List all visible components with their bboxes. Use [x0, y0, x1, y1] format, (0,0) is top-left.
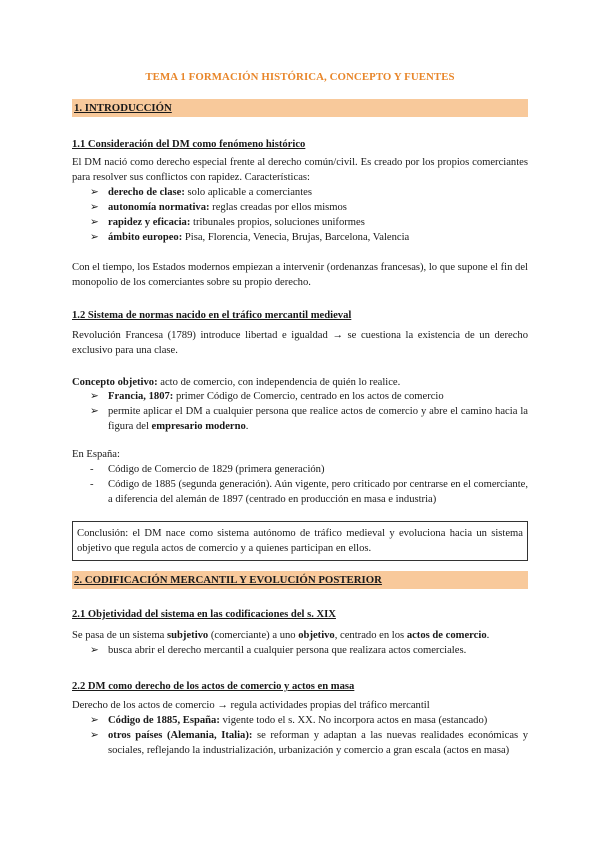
- paragraph-intro: El DM nació como derecho especial frente al derecho común/civil. Es creado por los propios comerciantes para resolver sus conflictos con rapidez. Características:: [72, 157, 528, 183]
- list-item: [90, 404, 528, 434]
- list-item: [90, 389, 528, 404]
- bullet-text: solo aplicable a comerciantes: [184, 187, 312, 198]
- bullet-text: vigente todo el s. XX. No incorpora actos en masa (estancado): [219, 715, 488, 726]
- arrow-bullet-icon: ➢: [90, 730, 99, 741]
- list-item: [90, 230, 528, 245]
- bullet-text: busca abrir el derecho mercantil a cualquier persona que realizara actos comerciales.: [108, 645, 467, 656]
- concept-term: Concepto objetivo:: [72, 377, 158, 388]
- arrow-bullet-icon: ➢: [90, 391, 99, 402]
- list-item: [90, 185, 528, 200]
- bullet-term: derecho de clase:: [108, 187, 185, 198]
- spain-label: En España:: [72, 449, 120, 460]
- bullet-text: se reforman y adaptan a las nuevas realidades económicas y sociales, reflejando la industrialización, urbanización y comercio a gran escala (actos en masa): [108, 730, 528, 756]
- arrow-bullet-icon: ➢: [90, 715, 99, 726]
- spain-item-text: Código de 1885 (segunda generación). Aún vigente, pero criticado por centrarse en el comerciante, a diferencia del alemán de 1897 (centrado en producción en masa e industria): [108, 479, 528, 505]
- paragraph-concepto-objetivo: [72, 375, 528, 390]
- arrow-bullet-icon: ➢: [90, 645, 99, 656]
- section-heading-codificacion: 2. CODIFICACIÓN MERCANTIL Y EVOLUCIÓN POSTERIOR: [72, 571, 528, 589]
- bullet-term: ámbito europeo:: [108, 232, 183, 243]
- list-item: [90, 713, 528, 728]
- bullet-term: empresario moderno: [151, 421, 246, 432]
- bullet-term: otros países (Alemania, Italia):: [108, 730, 253, 741]
- arrow-bullet-icon: ➢: [90, 406, 99, 417]
- bullet-text: permite aplicar el DM a cualquier persona que realice actos de comercio y abre el camino hacia la figura del: [108, 406, 528, 432]
- arrow-bullet-icon: ➢: [90, 202, 99, 213]
- dash-bullet-icon: -: [90, 464, 94, 475]
- dash-bullet-icon: -: [90, 479, 94, 490]
- document-title: TEMA 1 FORMACIÓN HISTÓRICA, CONCEPTO Y FUENTES: [145, 71, 455, 83]
- paragraph-closing: Con el tiempo, los Estados modernos empiezan a intervenir (ordenanzas francesas), lo que supone el fin del monopolio de los comerciantes sobre su propio derecho.: [72, 262, 528, 288]
- paragraph-revolucion: Revolución Francesa (1789) introduce libertad e igualdad → se cuestiona la existencia de un derecho exclusivo para una clase.: [72, 330, 528, 356]
- subsection-heading-2-1: 2.1 Objetividad del sistema en las codificaciones del s. XIX: [72, 609, 336, 620]
- conclusion-box: Conclusión: el DM nace como sistema autónomo de tráfico medieval y evoluciona hacia un sistema objetivo que regula actos de comercio y a quienes participan en ellos.: [72, 521, 528, 561]
- arrow-bullet-icon: ➢: [90, 232, 99, 243]
- list-item: [90, 728, 528, 758]
- arrow-bullet-icon: ➢: [90, 187, 99, 198]
- list-item: [90, 643, 528, 658]
- paragraph-actos: Derecho de los actos de comercio → regula actividades propias del tráfico mercantil: [72, 700, 430, 711]
- bullet-term: Código de 1885, España:: [108, 715, 220, 726]
- concept-text: acto de comercio, con independencia de quién lo realice.: [157, 377, 401, 388]
- bullet-term: rapidez y eficacia:: [108, 217, 191, 228]
- list-item: [90, 215, 528, 230]
- bullet-term: autonomía normativa:: [108, 202, 210, 213]
- bullet-text: .: [245, 421, 249, 432]
- list-item: [90, 462, 528, 477]
- bullet-text: reglas creadas por ellos mismos: [209, 202, 347, 213]
- bullet-text: primer Código de Comercio, centrado en los actos de comercio: [173, 391, 444, 402]
- subsection-heading-2-2: 2.2 DM como derecho de los actos de comercio y actos en masa: [72, 681, 355, 692]
- spain-item-text: Código de Comercio de 1829 (primera generación): [108, 464, 325, 475]
- section-heading-introduccion: 1. INTRODUCCIÓN: [72, 99, 528, 117]
- list-item: [90, 477, 528, 507]
- paragraph-objetividad: Se pasa de un sistema subjetivo (comerciante) a uno objetivo, centrado en los actos de comercio.: [72, 630, 490, 641]
- list-item: [90, 200, 528, 215]
- arrow-bullet-icon: ➢: [90, 217, 99, 228]
- bullet-text: Pisa, Florencia, Venecia, Brujas, Barcelona, Valencia: [182, 232, 410, 243]
- subsection-heading-1-1: 1.1 Consideración del DM como fenómeno histórico: [72, 139, 306, 150]
- subsection-heading-1-2: 1.2 Sistema de normas nacido en el tráfico mercantil medieval: [72, 310, 352, 321]
- bullet-text: tribunales propios, soluciones uniformes: [190, 217, 365, 228]
- bullet-term: Francia, 1807:: [108, 391, 174, 402]
